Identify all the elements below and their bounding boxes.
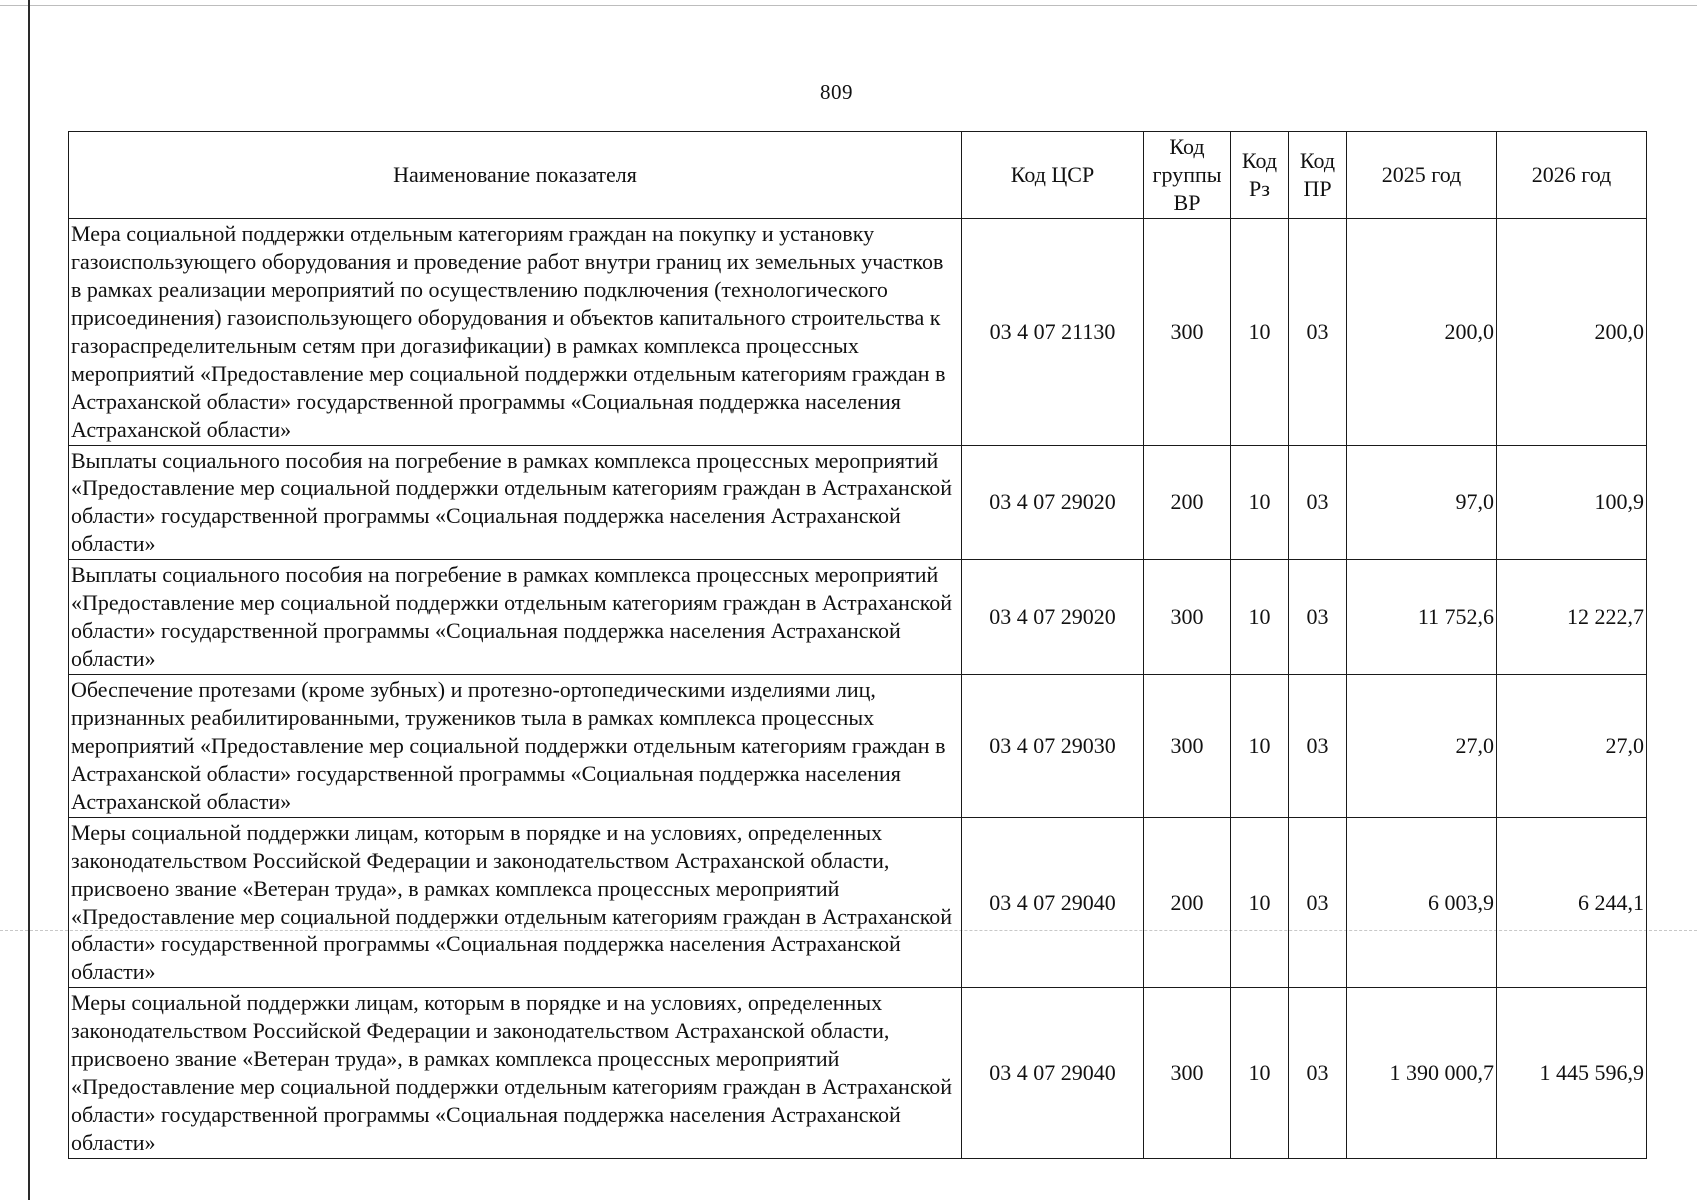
header-vr-code: Код группы ВР — [1144, 132, 1231, 219]
row-vr-code: 200 — [1144, 445, 1231, 560]
row-amount-2025: 200,0 — [1347, 219, 1497, 446]
table-row — [69, 817, 1647, 988]
row-amount-2026: 200,0 — [1497, 219, 1647, 446]
row-pr-code: 03 — [1289, 675, 1347, 818]
row-vr-code: 200 — [1144, 817, 1231, 988]
row-amount-2025: 6 003,9 — [1347, 817, 1497, 988]
table-header-row — [69, 132, 1647, 219]
row-amount-2025: 97,0 — [1347, 445, 1497, 560]
row-name: Выплаты социального пособия на погребение в рамках комплекса процессных мероприятий «Предоставление мер социальной поддержки отдельным категориям граждан в Астраханской области» государственной программы «Социальная поддержка населения Астраханской области» — [69, 560, 962, 675]
header-year-2026: 2026 год — [1497, 132, 1647, 219]
row-pr-code: 03 — [1289, 560, 1347, 675]
row-rz-code: 10 — [1231, 445, 1289, 560]
row-rz-code: 10 — [1231, 817, 1289, 988]
row-pr-code: 03 — [1289, 219, 1347, 446]
row-name: Выплаты социального пособия на погребение в рамках комплекса процессных мероприятий «Предоставление мер социальной поддержки отдельным категориям граждан в Астраханской области» государственной программы «Социальная поддержка населения Астраханской области» — [69, 445, 962, 560]
row-amount-2025: 1 390 000,7 — [1347, 988, 1497, 1159]
row-pr-code: 03 — [1289, 817, 1347, 988]
row-rz-code: 10 — [1231, 219, 1289, 446]
header-csr-code: Код ЦСР — [962, 132, 1144, 219]
row-name: Мера социальной поддержки отдельным категориям граждан на покупку и установку газоиспользующего оборудования и проведение работ внутри границ их земельных участков в рамках реализации мероприятий по осуществлению подключения (технологического присоединения) газоиспользующего оборудования и объектов капитального строительства к газораспределительным сетям при догазификации) в рамках комплекса процессных мероприятий «Предоставление мер социальной поддержки отдельным категориям граждан в Астраханской области» государственной программы «Социальная поддержка населения Астраханской области» — [69, 219, 962, 446]
table-row — [69, 988, 1647, 1159]
row-amount-2026: 6 244,1 — [1497, 817, 1647, 988]
row-amount-2026: 1 445 596,9 — [1497, 988, 1647, 1159]
header-rz-code: Код Рз — [1231, 132, 1289, 219]
header-year-2025: 2025 год — [1347, 132, 1497, 219]
scan-edge-top — [0, 5, 1697, 6]
page-number: 809 — [820, 80, 853, 104]
table-row — [69, 219, 1647, 446]
row-pr-code: 03 — [1289, 445, 1347, 560]
row-name: Обеспечение протезами (кроме зубных) и протезно-ортопедическими изделиями лиц, признанных реабилитированными, тружеников тыла в рамках комплекса процессных мероприятий «Предоставление мер социальной поддержки отдельным категориям граждан в Астраханской области» государственной программы «Социальная поддержка населения Астраханской области» — [69, 675, 962, 818]
row-csr-code: 03 4 07 29020 — [962, 560, 1144, 675]
row-csr-code: 03 4 07 29030 — [962, 675, 1144, 818]
row-amount-2025: 27,0 — [1347, 675, 1497, 818]
row-csr-code: 03 4 07 29040 — [962, 988, 1144, 1159]
row-rz-code: 10 — [1231, 560, 1289, 675]
row-rz-code: 10 — [1231, 988, 1289, 1159]
table-row — [69, 675, 1647, 818]
row-csr-code: 03 4 07 29040 — [962, 817, 1144, 988]
table-row — [69, 560, 1647, 675]
budget-table — [68, 131, 1647, 1159]
row-vr-code: 300 — [1144, 219, 1231, 446]
header-pr-code: Код ПР — [1289, 132, 1347, 219]
row-amount-2026: 12 222,7 — [1497, 560, 1647, 675]
row-vr-code: 300 — [1144, 675, 1231, 818]
row-vr-code: 300 — [1144, 988, 1231, 1159]
row-amount-2025: 11 752,6 — [1347, 560, 1497, 675]
table-row — [69, 445, 1647, 560]
row-csr-code: 03 4 07 29020 — [962, 445, 1144, 560]
header-name: Наименование показателя — [69, 132, 962, 219]
row-amount-2026: 100,9 — [1497, 445, 1647, 560]
row-name: Меры социальной поддержки лицам, которым в порядке и на условиях, определенных законодательством Российской Федерации и законодательством Астраханской области, присвоено звание «Ветеран труда», в рамках комплекса процессных мероприятий «Предоставление мер социальной поддержки отдельным категориям граждан в Астраханской области» государственной программы «Социальная поддержка населения Астраханской области» — [69, 817, 962, 988]
scan-edge-left — [28, 0, 30, 1200]
row-amount-2026: 27,0 — [1497, 675, 1647, 818]
row-vr-code: 300 — [1144, 560, 1231, 675]
row-rz-code: 10 — [1231, 675, 1289, 818]
row-csr-code: 03 4 07 21130 — [962, 219, 1144, 446]
row-pr-code: 03 — [1289, 988, 1347, 1159]
row-name: Меры социальной поддержки лицам, которым в порядке и на условиях, определенных законодательством Российской Федерации и законодательством Астраханской области, присвоено звание «Ветеран труда», в рамках комплекса процессных мероприятий «Предоставление мер социальной поддержки отдельным категориям граждан в Астраханской области» государственной программы «Социальная поддержка населения Астраханской области» — [69, 988, 962, 1159]
